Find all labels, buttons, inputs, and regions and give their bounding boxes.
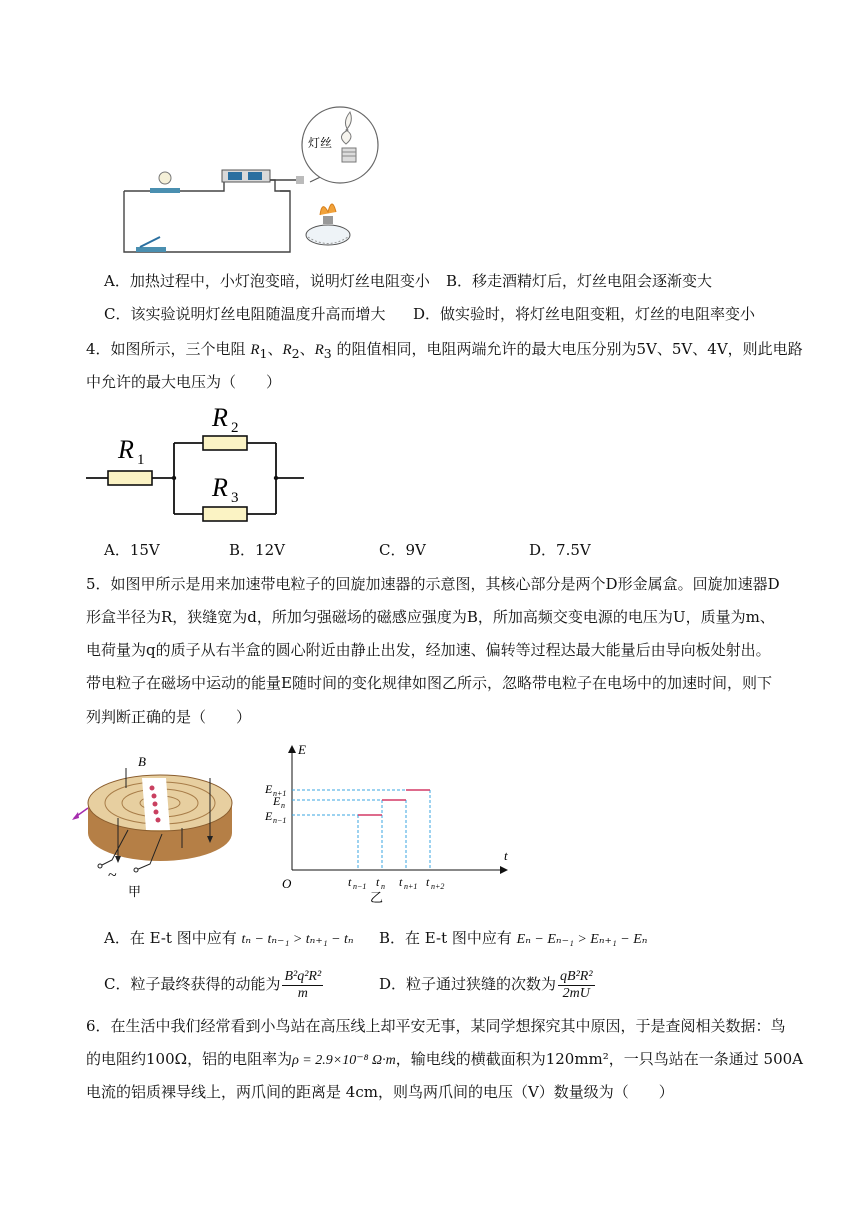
- resistor-r1-icon: [108, 471, 152, 485]
- r2-subscript: 2: [231, 420, 239, 436]
- q5-option-a[interactable]: [104, 928, 354, 950]
- q5-option-b[interactable]: [379, 928, 647, 950]
- q5-option-a-text: A．在 E-t 图中应有: [104, 929, 237, 947]
- q4-option-d[interactable]: D．7.5V: [529, 541, 591, 559]
- q5-stem-line4: 带电粒子在磁场中运动的能量E随时间的变化规律如图乙所示，忽略带电粒子在电场中的加速时间，则下: [86, 674, 772, 692]
- alcohol-burner-icon: [306, 225, 350, 245]
- q6-stem-line2: [86, 1049, 803, 1071]
- e-sub-n-minus-1: n−1: [273, 816, 287, 825]
- q5-option-c-text: C．粒子最终获得的动能为: [104, 975, 281, 993]
- r1-subscript: 1: [137, 452, 145, 468]
- q5-stem-line3: 电荷量为q的质子从右半盒的圆心附近由静止出发，经加速、偏转等过程达最大能量后由导向板处射出。: [86, 641, 771, 659]
- cyclotron-figure: [70, 748, 250, 900]
- resistor-r3-icon: [203, 507, 247, 521]
- t-sub-n: n: [381, 882, 385, 891]
- r3-label: R: [212, 473, 228, 502]
- q3-option-a[interactable]: A．加热过程中，小灯泡变暗，说明灯丝电阻变小: [104, 272, 430, 290]
- q5-stem-line5: 列判断正确的是（ ）: [86, 708, 252, 726]
- e-label-n-minus-1: E: [265, 809, 273, 823]
- r1-label: R: [118, 435, 134, 464]
- q5-option-b-expression: Eₙ − Eₙ₋₁ > Eₙ₊₁ − Eₙ: [516, 932, 648, 947]
- resistor-r2-icon: [203, 436, 247, 450]
- q4-option-c[interactable]: C．9V: [379, 541, 426, 559]
- cyclotron-b-label: B: [138, 754, 146, 769]
- q5-option-d-fraction: [558, 969, 595, 1002]
- q5-option-a-expression: tₙ − tₙ₋₁ > tₙ₊₁ − tₙ: [241, 932, 354, 947]
- q5-stem-line2: 形盒半径为R，狭缝宽为d，所加匀强磁场的磁感应强度为B，所加高频交变电源的电压为U，质量为m、: [86, 608, 775, 626]
- q4-stem-part-b: 的阻值相同，电阻两端允许的最大电压分别为5V、5V、4V，则此电路: [336, 340, 803, 358]
- e-label-n: E: [273, 794, 281, 808]
- origin-label: O: [282, 876, 292, 891]
- energy-time-graph: [262, 740, 522, 905]
- q4-resistor-circuit: [86, 398, 316, 528]
- q4-option-b[interactable]: B．12V: [229, 541, 285, 559]
- q6-stem-line2-part-a: 的电阻约100Ω，铝的电阻率为: [86, 1050, 293, 1068]
- q5-option-b-text: B．在 E-t 图中应有: [379, 929, 512, 947]
- q5-option-d[interactable]: [379, 966, 597, 1002]
- axis-e-label: E: [298, 742, 306, 757]
- q6-stem-line3: 电流的铝质裸导线上，两爪间的距离是 4cm，则鸟两爪间的电压（V）数量级为（ ）: [86, 1083, 674, 1101]
- t-label-n-plus-2: t: [426, 875, 430, 889]
- q5-option-d-numerator: qB²R²: [560, 968, 593, 984]
- q4-stem-line1: 4．如图所示，三个电阻 $R_1$、$R_2$、$R_3$ 的阻值相同，电阻两端允许的最大电压分别为5V、5V、4V，则此电路: [86, 340, 803, 361]
- q5-stem-line1: 5．如图甲所示是用来加速带电粒子的回旋加速器的示意图，其核心部分是两个D形金属盒。回旋加速器D: [86, 575, 780, 593]
- t-label-n-minus-1: t: [348, 875, 352, 889]
- figure-yi-caption: 乙: [370, 890, 384, 905]
- t-label-n: t: [376, 875, 380, 889]
- q6-stem-line2-part-c: ，输电线的横截面积为120mm²，一只鸟站在一条通过 500A: [395, 1050, 804, 1068]
- q5-option-c-fraction: [282, 969, 323, 1002]
- q3-option-c[interactable]: C．该实验说明灯丝电阻随温度升高而增大: [104, 305, 386, 323]
- q6-resistivity-formula: ρ = 2.9×10⁻⁸ Ω·m: [292, 1053, 396, 1068]
- bulb-base-icon: [150, 188, 180, 193]
- q3-option-b[interactable]: B．移走酒精灯后，灯丝电阻会逐渐变大: [446, 272, 713, 290]
- exit-arrow-icon: [72, 812, 79, 820]
- t-label-n-plus-1: t: [399, 875, 403, 889]
- q4-stem-line2: 中允许的最大电压为（ ）: [86, 373, 282, 391]
- e-label-n-plus-1: E: [265, 782, 273, 796]
- t-sub-n-plus-2: n+2: [431, 882, 445, 891]
- r2-label: R: [212, 403, 228, 432]
- q5-option-c[interactable]: [104, 966, 325, 1002]
- r3-subscript: 3: [231, 490, 239, 506]
- q5-option-c-denominator: m: [297, 985, 308, 1001]
- axis-t-label: t: [504, 848, 508, 863]
- bulb-filament-label: 灯丝: [308, 136, 333, 150]
- t-sub-n-plus-1: n+1: [404, 882, 418, 891]
- q4-stem-part-a: 4．如图所示，三个电阻: [86, 340, 251, 358]
- q4-option-a[interactable]: A．15V: [104, 541, 160, 559]
- flame-icon: [320, 204, 336, 215]
- q6-stem-line1: 6．在生活中我们经常看到小鸟站在高压线上却平安无事，某同学想探究其中原因，于是查阅相关数据：鸟: [86, 1017, 786, 1035]
- t-sub-n-minus-1: n−1: [353, 882, 367, 891]
- q5-option-c-numerator: B²q²R²: [284, 968, 322, 984]
- q3-option-d[interactable]: D．做实验时，将灯丝电阻变粗，灯丝的电阻率变小: [413, 305, 756, 323]
- q5-option-d-text: D．粒子通过狭缝的次数为: [379, 975, 557, 993]
- ac-source-symbol: ~: [108, 867, 117, 884]
- e-sub-n: n: [281, 801, 285, 810]
- q3-circuit-figure: [110, 100, 410, 260]
- q5-option-d-denominator: 2mU: [562, 985, 590, 1001]
- figure-jia-caption: 甲: [128, 884, 142, 899]
- e-sub-n-plus-1: n+1: [273, 789, 287, 798]
